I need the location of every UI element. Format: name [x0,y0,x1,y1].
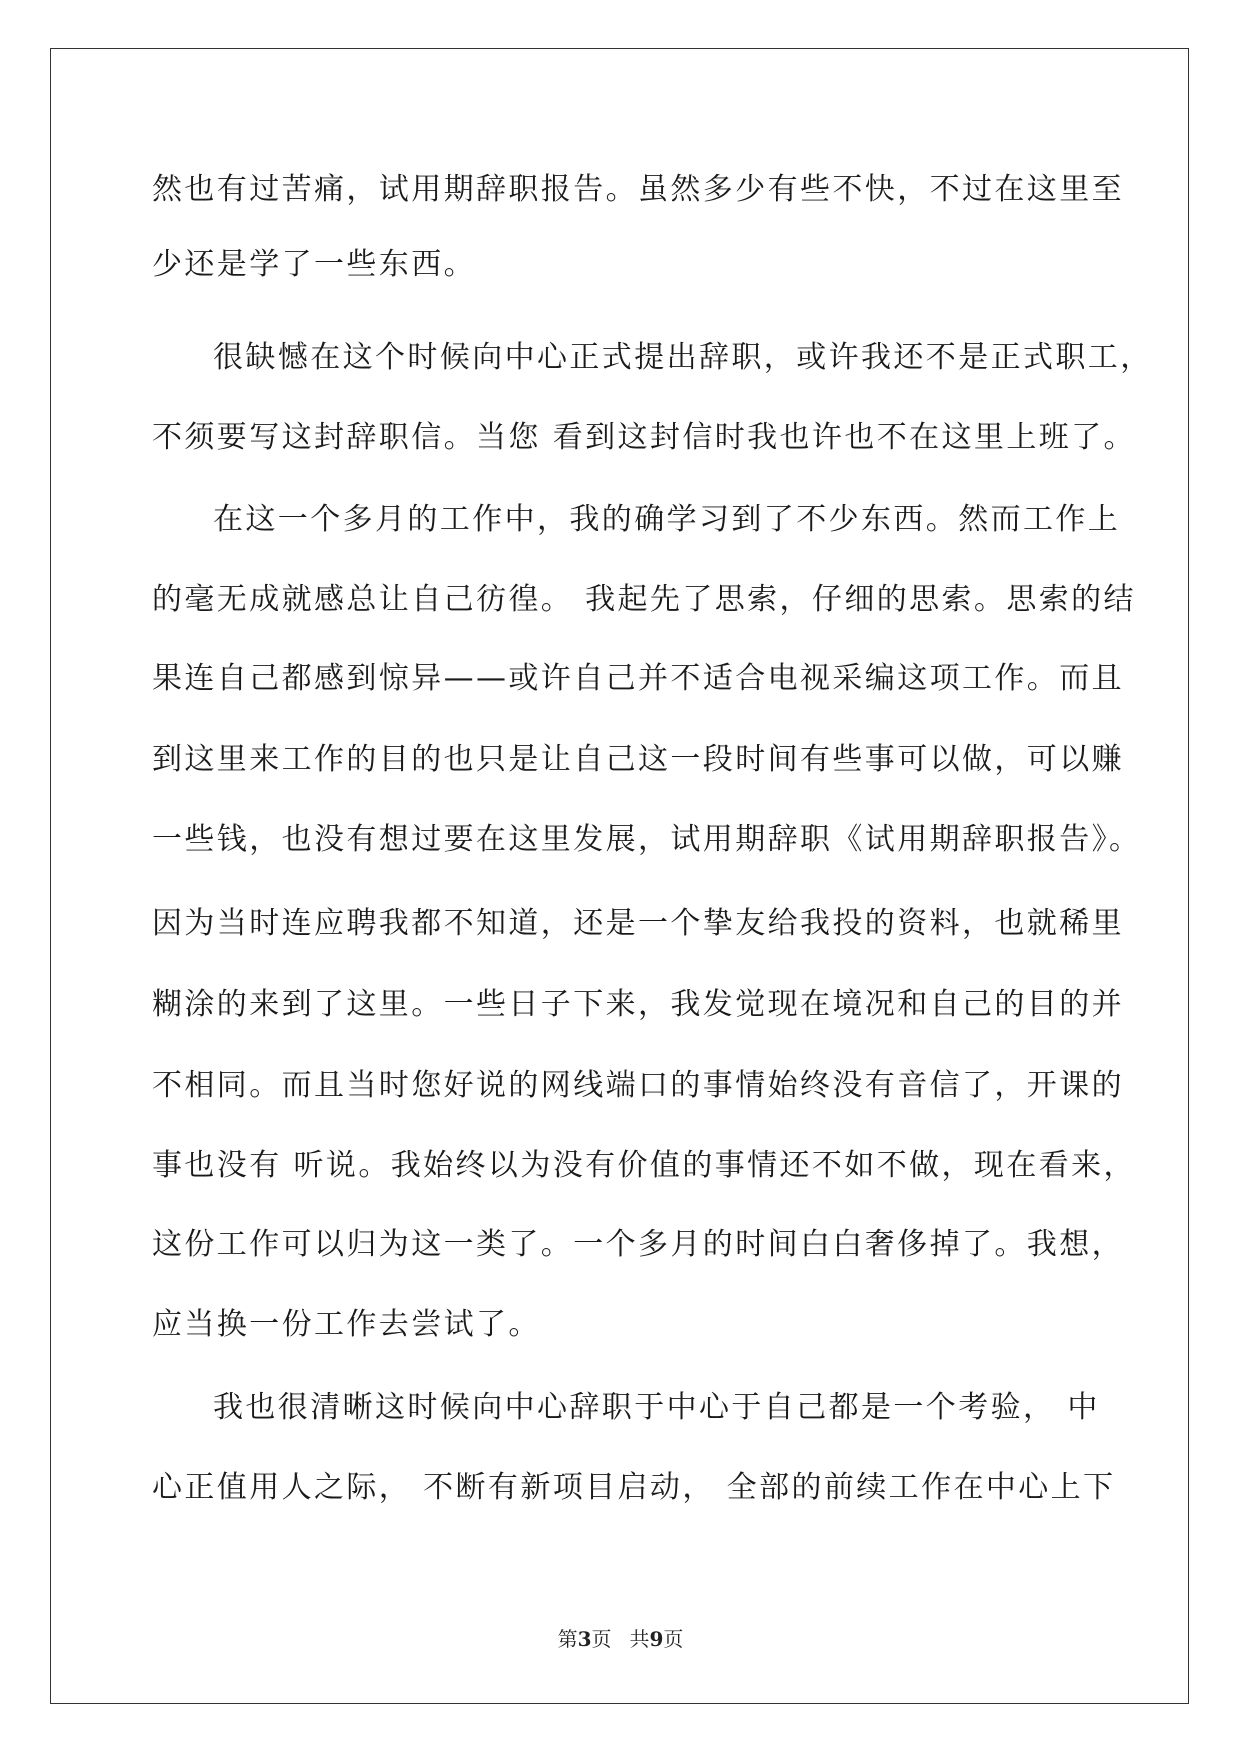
text-line: 的毫无成就感总让自己彷徨。 我起先了思索，仔细的思索。思索的结 [152,582,1136,617]
page-prefix: 第 [557,1627,578,1651]
total-suffix: 页 [663,1627,684,1651]
text-line: 不相同。而且当时您好说的网线端口的事情始终没有音信了，开课的 [152,1068,1124,1103]
text-line: 然也有过苦痛，试用期辞职报告。虽然多少有些不快，不过在这里至 [152,172,1124,207]
text-line: 这份工作可以归为这一类了。一个多月的时间白白奢侈掉了。我想， [152,1227,1124,1262]
text-line: 在这一个多月的工作中，我的确学习到了不少东西。然而工作上 [213,502,1121,537]
text-line: 少还是学了一些东西。 [152,247,476,282]
text-line: 事也没有 听说。我始终以为没有价值的事情还不如不做，现在看来， [152,1148,1136,1183]
text-line: 糊涂的来到了这里。一些日子下来，我发觉现在境况和自己的目的并 [152,987,1124,1022]
text-line: 心正值用人之际， 不断有新项目启动， 全部的前续工作在中心上下 [152,1470,1116,1505]
page-border [50,48,1189,1704]
page-suffix: 页 [591,1627,612,1651]
total-prefix: 共 [629,1627,650,1651]
text-line: 我也很清晰这时候向中心辞职于中心于自己都是一个考验， 中 [213,1390,1100,1425]
text-line: 到这里来工作的目的也只是让自己这一段时间有些事可以做，可以赚 [152,742,1124,777]
text-line: 一些钱，也没有想过要在这里发展，试用期辞职《试用期辞职报告》。 [152,822,1142,857]
text-line: 不须要写这封辞职信。当您 看到这封信时我也许也不在这里上班了。 [152,420,1136,455]
total-pages: 9 [649,1627,664,1651]
text-line: 很缺憾在这个时候向中心正式提出辞职，或许我还不是正式职工， [213,340,1153,375]
text-line: 果连自己都感到惊异——或许自己并不适合电视采编这项工作。而且 [152,661,1124,696]
page-footer [0,1626,1241,1652]
text-line: 应当换一份工作去尝试了。 [152,1307,541,1342]
text-line: 因为当时连应聘我都不知道，还是一个挚友给我投的资料，也就稀里 [152,906,1124,941]
page-number: 3 [577,1627,592,1651]
